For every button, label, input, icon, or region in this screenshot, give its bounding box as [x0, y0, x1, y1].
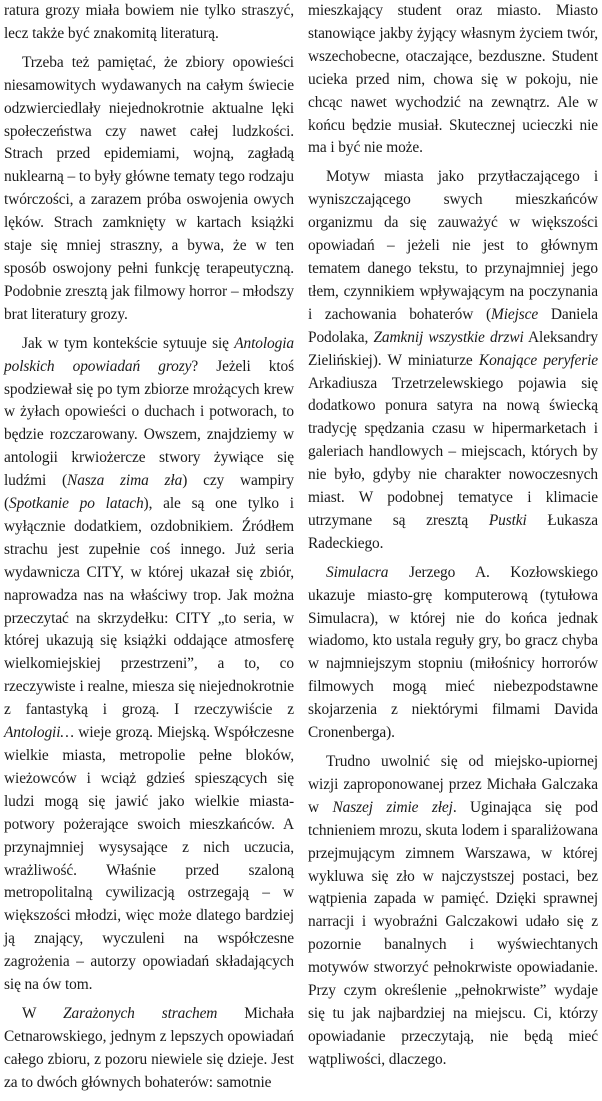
italic-title-text: Zamknij wszystkie drzwi — [373, 328, 524, 346]
paragraph — [4, 0, 294, 46]
paragraph-text: Arkadiusza Trzetrzelewskiego pojawia się dodatkowo ponura satyra na nową świecką tradycję spędzania czasu w hipermarketach i galeriach handlowych – miejscach, których by nie było, gdyby nie charakter nowoczesnych miast. W podobnej tematyce i klimacie utrzymane są zresztą — [308, 374, 598, 529]
paragraph — [4, 333, 294, 997]
paragraph-text: . Uginająca się pod tchnieniem mrozu, skuta lodem i sparaliżowana przejmującym zimnem Warszawa, w której wykluwa się zło w najczystszej postaci, bez wątpienia zapada w pamięć. Dzięki sprawnej narracji i wyobraźni Galczakowi udało się z pozornie banalnych i wyświechtanych motywów stworzyć pełnokrwiste opowiadanie. Przy czym określenie „pełnokrwiste” wydaje się tu jak najbardziej na miejscu. Ci, którzy opowiadanie przeczytają, nie będą mieć wątpliwości, dlaczego. — [308, 798, 599, 1068]
paragraph-text: mieszkający student oraz miasto. Miasto stanowiące jakby żyjący własnym życiem twór, wszechobecne, otaczające, bezduszne. Student ucieka przed nim, chowa się w pokoju, nie chcąc nawet wychodzić na zewnątrz. Ale w końcu będzie musiał. Skutecznej ucieczki nie ma i być nie może. — [308, 2, 598, 157]
paragraph-text: Trzeba też pamiętać, że zbiory opowieści niesamowitych wydawanych na całym świecie odzwierciedlały niejednokrotnie aktualne lęki społeczeństwa czy nawet całej ludzkości. Strach przed epidemiami, wojną, zagładą nuklearną – to były główne tematy tego rodzaju twórczości, a zarazem próba oswojenia owych lęków. Strach zamknięty w kartach książki staje się mniej straszny, a bywa, że w ten sposób oswojony pełni funkcję terapeutyczną. Podobnie zresztą jak filmowy horror – młodszy brat literatury grozy. — [4, 53, 294, 323]
paragraph-text: ) czy wampiry ( — [4, 472, 295, 513]
paragraph-text: Michała Cetnarowskiego, jednym z lepszych opowiadań całego zbioru, z pozoru niewiele się dzieje. Jest za to dwóch głównych bohaterów: samotnie — [4, 1004, 294, 1091]
paragraph — [4, 1003, 294, 1095]
italic-title-text: Spotkanie po latach — [9, 495, 144, 513]
paragraph-text: Daniela Podolaka, — [308, 305, 598, 346]
italic-title-text: Simulacra — [326, 563, 389, 581]
italic-title-text: Naszej zimie złej — [332, 798, 453, 816]
paragraph-text: wieje grozą. Miejską. Współczesne wielkie miasta, metropolie pełne bloków, wieżowców i wciąż gdzieś spieszących się ludzi mogą się jawić jako wielkie miasta-potwory pożerające swoich mieszkańców. A przynajmniej wysysające z nich uczucia, wrażliwość. Właśnie przed szaloną metropolitalną cywilizacją ostrzegają – w większości młodzi, więc może dlatego bardziej ją znający, wyczuleni na współczesne zagrożenia – autorzy opowiadań składających się na ów tom. — [4, 724, 294, 994]
paragraph-text: ), ale są one tylko i wyłącznie dodatkiem, ozdobnikiem. Źródłem strachu jest zupełnie coś innego. Już seria wydawnicza CITY, w której ukazał się zbiór, naprowadza nas na właściwy trop. Jak można przeczytać na skrzydełku: CITY „to seria, w której ukazują się książki oddające atmosferę wielkomiejskiej przestrzeni”, a to, co rzeczywiste i realne, miesza się niejednokrotnie z fantastyką i grozą. I rzeczywiście z — [4, 495, 294, 719]
right-column — [308, 0, 598, 1078]
paragraph — [308, 0, 598, 160]
italic-title-text: Konające peryferie — [478, 351, 599, 369]
paragraph-text: Trudno uwolnić się od miejsko-upiornej wizji zaproponowanej przez Michała Galczaka w — [308, 753, 598, 816]
paragraph — [308, 166, 598, 555]
italic-title-text: Miejsce — [490, 305, 539, 323]
italic-title-text: Antologii… — [4, 724, 74, 742]
paragraph-text: ? Jeżeli ktoś spodziewał się po tym zbiorze mrożących krew w żyłach opowieści o duchach i potworach, to będzie rozczarowany. Owszem, znajdziemy w antologii krwiożercze stwory żywiące się ludźmi ( — [4, 357, 295, 490]
paragraph-text: Jak w tym kontekście sytuuje się — [22, 334, 235, 352]
paragraph-text: W — [22, 1004, 64, 1022]
italic-title-text: Nasza zima zła — [67, 472, 183, 490]
italic-title-text: Zarażonych strachem — [63, 1004, 218, 1022]
italic-title-text: Antologia polskich opowiadań grozy — [4, 334, 294, 375]
paragraph — [308, 751, 598, 1072]
paragraph-text: Łukasza Radeckiego. — [308, 511, 598, 552]
paragraph-text: Aleksandry Zielińskiej). W miniaturze — [308, 328, 598, 369]
left-column — [4, 0, 294, 1101]
italic-title-text: Pustki — [488, 511, 527, 529]
paragraph — [308, 562, 598, 745]
paragraph-text: ratura grozy miała bowiem nie tylko straszyć, lecz także być znakomitą literaturą. — [4, 2, 294, 42]
paragraph — [4, 52, 294, 327]
paragraph-text: Jerzego A. Kozłowskiego ukazuje miasto-grę komputerową (tytułowa Simulacra), w której nie do końca jednak wiadomo, kto ustala reguły gry, bo gracz chyba w najmniejszym stopniu (miłośnicy horrorów filmowych mogą mieć niebezpodstawne skojarzenia z niektórymi filmami Davida Cronenberga). — [308, 563, 598, 742]
paragraph-text: Motyw miasta jako przytłaczającego i wyniszczającego swych mieszkańców organizmu da się zauważyć w większości opowiadań – jeżeli nie jest to głównym tematem danego tekstu, to przynajmniej jego tłem, czynnikiem wpływającym na poczynania i zachowania bohaterów ( — [308, 168, 598, 323]
